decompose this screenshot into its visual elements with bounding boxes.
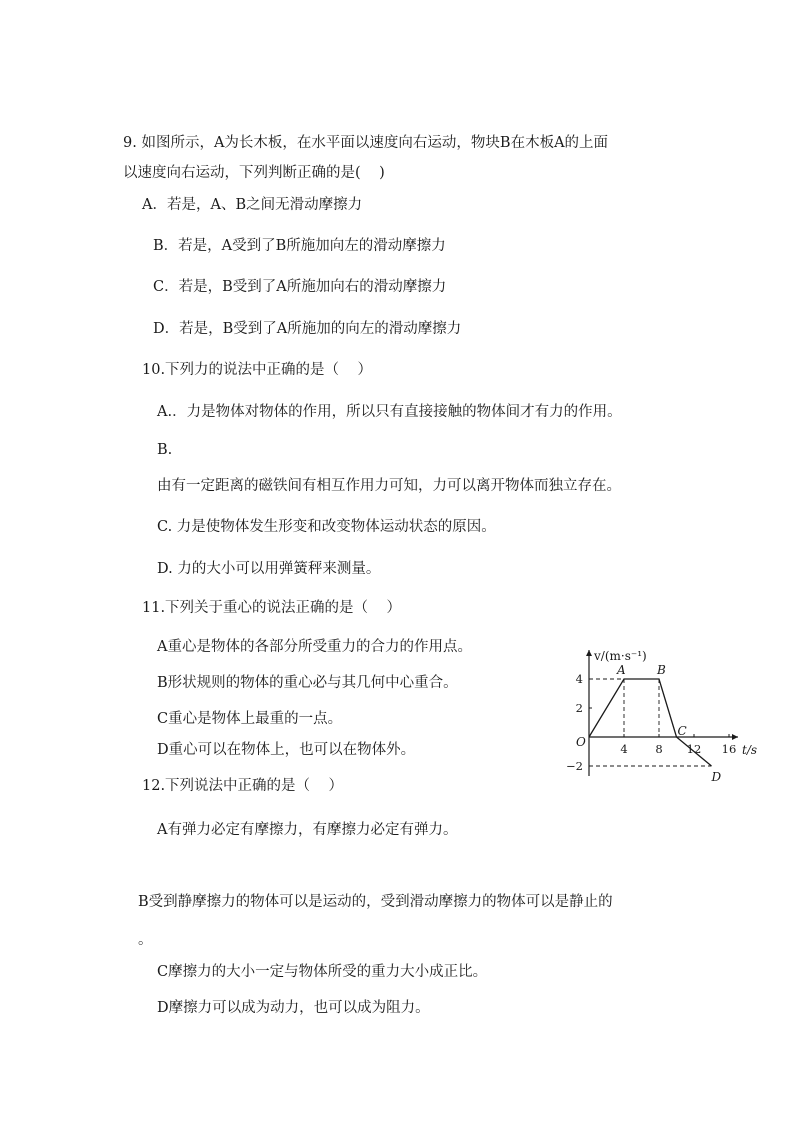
velocity-time-graph: [566, 640, 770, 784]
q11-option-c: C重心是物体上最重的一点。: [157, 711, 343, 727]
q9-option-d: D．若是，B受到了A所施加的向左的滑动摩擦力: [153, 321, 462, 337]
q9-option-b: B．若是，A受到了B所施加向左的滑动摩擦力: [153, 238, 446, 254]
q9-option-c: C．若是，B受到了A所施加向右的滑动摩擦力: [153, 279, 447, 295]
y-axis-label: v/(m·s⁻¹): [594, 649, 647, 663]
q9-stem-line2: 以速度向右运动，下列判断正确的是( ): [123, 165, 385, 181]
x-tick-label: 8: [655, 742, 663, 756]
q12-option-c: C摩擦力的大小一定与物体所受的重力大小成正比。: [157, 964, 488, 980]
q9-option-a: A．若是，A、B之间无滑动摩擦力: [142, 197, 363, 213]
q10-option-d: D. 力的大小可以用弹簧秤来测量。: [157, 561, 381, 577]
q10-option-a: A.．力是物体对物体的作用，所以只有直接接触的物体间才有力的作用。: [157, 404, 622, 420]
q12-option-d: D摩擦力可以成为动力，也可以成为阻力。: [157, 1000, 430, 1016]
q12-stem: 12.下列说法中正确的是（ ）: [142, 778, 343, 794]
q10-option-c: C. 力是使物体发生形变和改变物体运动状态的原因。: [157, 519, 496, 535]
y-tick-label: 2: [575, 701, 583, 715]
q12-option-b-line1: B受到静摩擦力的物体可以是运动的，受到滑动摩擦力的物体可以是静止的: [138, 894, 613, 910]
x-tick-label: 16: [721, 742, 737, 756]
q12-option-b-line2: 。: [138, 932, 153, 948]
q10-stem: 10.下列力的说法中正确的是（ ）: [142, 362, 372, 378]
q11-option-a: A重心是物体的各部分所受重力的合力的作用点。: [157, 639, 472, 655]
q11-stem: 11.下列关于重心的说法正确的是（ ）: [142, 600, 401, 616]
q9-stem-line1: 9. 如图所示，A为长木板，在水平面以速度向右运动，物块B在木板A的上面: [123, 135, 609, 151]
x-tick-label: 12: [686, 742, 702, 756]
q10-option-b-label: B.: [157, 442, 173, 458]
q10-option-b-text: 由有一定距离的磁铁间有相互作用力可知，力可以离开物体而独立存在。: [157, 478, 621, 494]
y-tick-label: −2: [566, 759, 583, 773]
point-label-b: B: [657, 663, 666, 677]
point-label-a: A: [617, 663, 626, 677]
y-tick-label: 4: [575, 672, 583, 686]
point-label-c: C: [677, 724, 687, 738]
point-label-d: D: [711, 770, 722, 784]
q11-option-d: D重心可以在物体上，也可以在物体外。: [157, 742, 416, 758]
x-axis-label: t/s: [742, 743, 758, 757]
x-tick-label: 4: [620, 742, 628, 756]
q12-option-a: A有弹力必定有摩擦力，有摩擦力必定有弹力。: [157, 822, 458, 838]
q11-option-b: B形状规则的物体的重心必与其几何中心重合。: [157, 675, 458, 691]
origin-label: O: [576, 735, 586, 749]
